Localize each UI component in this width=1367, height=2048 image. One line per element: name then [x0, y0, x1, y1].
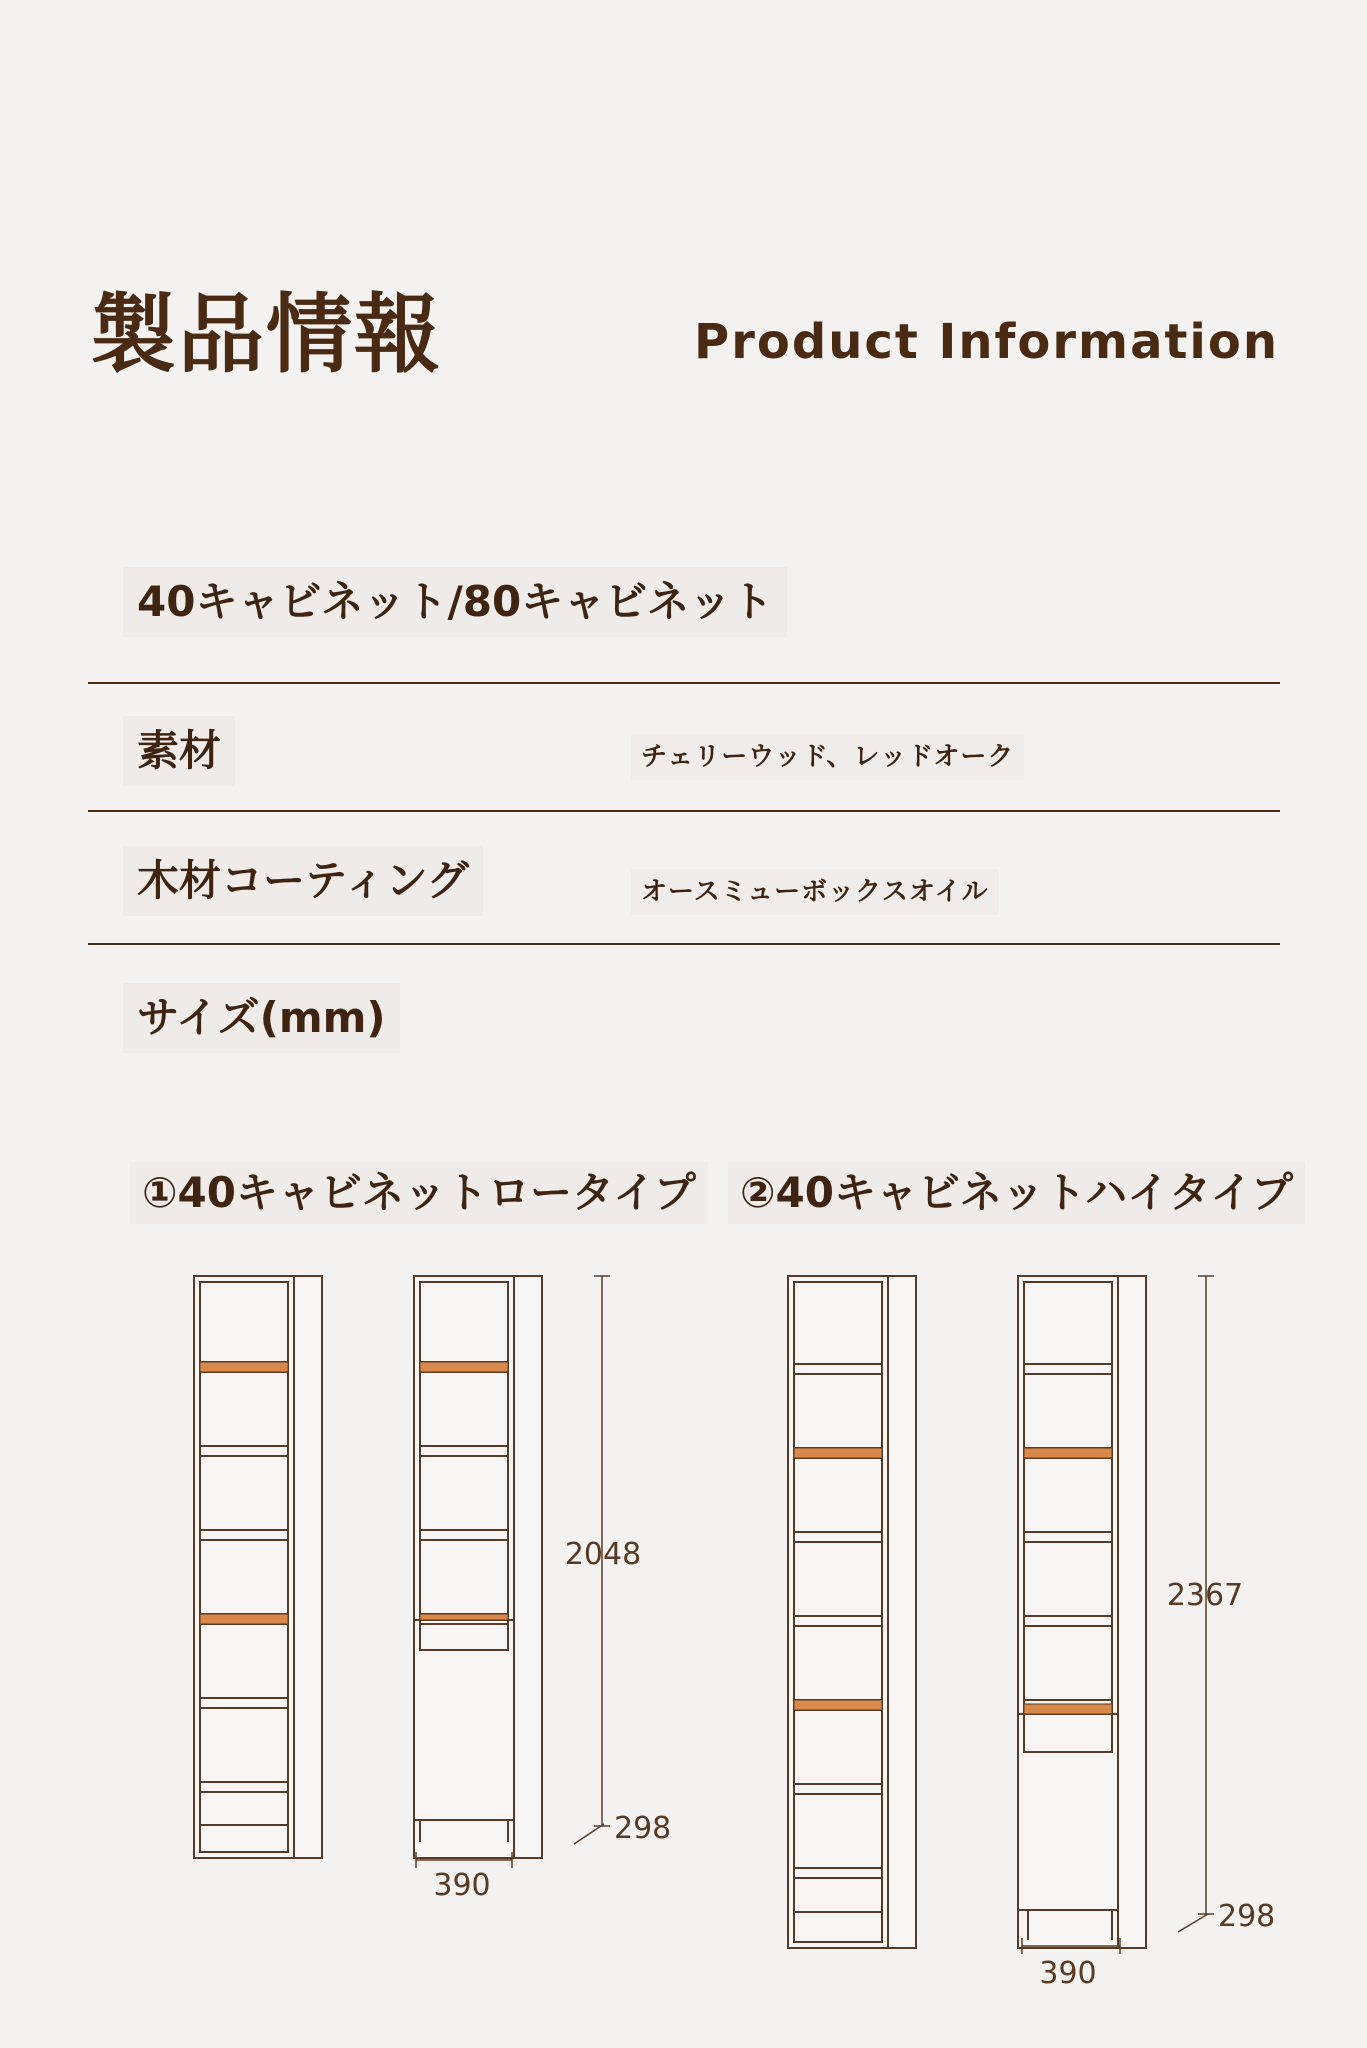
product-name: 40キャビネット/80キャビネット	[123, 567, 787, 637]
low-depth-label: 298	[614, 1811, 672, 1846]
spec-label-coating: 木材コーティング	[123, 846, 483, 916]
size-heading: サイズ(mm)	[123, 983, 400, 1053]
high-height-label: 2367	[1166, 1578, 1244, 1613]
page-title-english: Product Information	[694, 314, 1279, 370]
low-width-label: 390	[433, 1868, 491, 1903]
low-type-title: ①40キャビネットロータイプ	[130, 1162, 708, 1224]
high-type-open-shelf-drawing	[788, 1276, 916, 1948]
high-width-label: 390	[1039, 1956, 1097, 1991]
high-type-title: ②40キャビネットハイタイプ	[728, 1162, 1305, 1224]
divider	[88, 682, 1280, 684]
spec-value-material: チェリーウッド、レッドオーク	[631, 734, 1024, 780]
page-title: 製品情報	[90, 285, 442, 385]
high-depth-label: 298	[1218, 1899, 1276, 1934]
high-type-door-drawing	[1018, 1276, 1146, 1948]
dimension-drawings	[0, 1250, 1367, 2010]
low-height-label: 2048	[564, 1537, 642, 1572]
wood-accent-shelves	[200, 1362, 1112, 1714]
spec-label-material: 素材	[123, 716, 235, 786]
divider	[88, 810, 1280, 812]
spec-value-coating: オースミューボックスオイル	[631, 869, 999, 915]
divider	[88, 943, 1280, 945]
